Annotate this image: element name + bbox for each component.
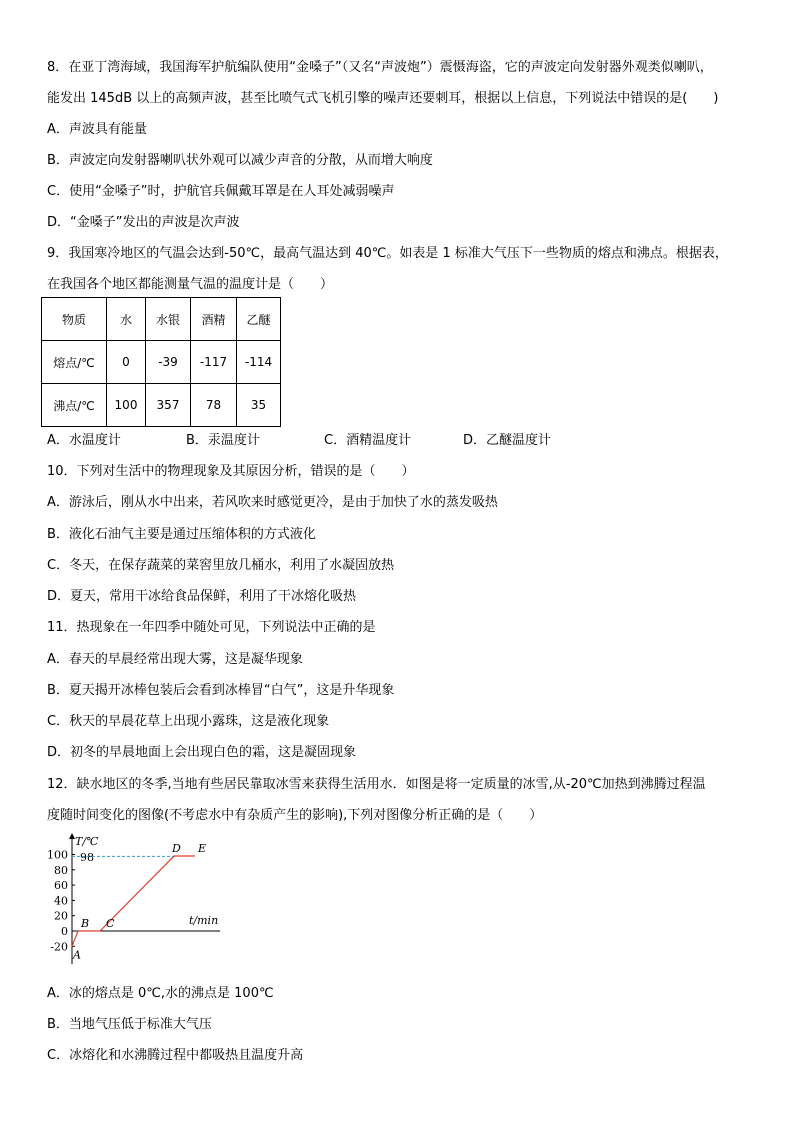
table-cell: 水银 [146, 298, 191, 341]
q9-stem-line1: 9．我国寒冷地区的气温会达到-50℃，最高气温达到 40℃。如表是 1 标准大气压下一些物质的熔点和沸点。根据表， [47, 246, 728, 261]
q10-option-d: D．夏天，常用干冰给食品保鲜，利用了干冰熔化吸热 [47, 589, 357, 604]
x-axis-label: t/min [189, 914, 219, 927]
q12-stem-line1: 12．缺水地区的冬季,当地有些居民靠取冰雪来获得生活用水．如图是将一定质量的冰雪,从-20℃加热到沸腾过程温 [47, 777, 706, 792]
table-cell: 357 [146, 384, 191, 427]
q10-option-a: A．游泳后，刚从水中出来，若风吹来时感觉更冷，是由于加快了水的蒸发吸热 [47, 495, 498, 510]
q11-option-d: D．初冬的早晨地面上会出现白色的霜，这是凝固现象 [47, 745, 357, 760]
table-cell: 0 [107, 341, 146, 384]
y-tick-label: -20 [50, 940, 68, 954]
y-tick-group [47, 849, 75, 954]
q8-option-a: A．声波具有能量 [47, 122, 147, 137]
point-label-e: E [198, 842, 207, 856]
q10-option-b: B．液化石油气主要是通过压缩体积的方式液化 [47, 527, 316, 542]
y-tick-label: 100 [47, 848, 68, 862]
q11-option-c: C．秋天的早晨花草上出现小露珠，这是液化现象 [47, 714, 330, 729]
q8-option-d: D．“金嗓子”发出的声波是次声波 [47, 215, 240, 230]
q12-stem-line2: 度随时间变化的图像(不考虑水中有杂质产生的影响),下列对图像分析正确的是（ ） [47, 808, 543, 823]
q9-option-d: D．乙醚温度计 [463, 433, 552, 448]
y-tick-label: 80 [54, 863, 68, 877]
table-cell: -114 [237, 341, 281, 384]
q8-option-b: B．声波定向发射器喇叭状外观可以减少声音的分散，从而增大响度 [47, 153, 433, 168]
q8-option-c: C．使用“金嗓子”时，护航官兵佩戴耳罩是在人耳处减弱噪声 [47, 184, 395, 199]
temperature-time-graph [40, 830, 220, 970]
q9-options [47, 432, 551, 449]
q11-option-b: B．夏天揭开冰棒包装后会看到冰棒冒“白气”，这是升华现象 [47, 683, 395, 698]
table-cell: 水 [107, 298, 146, 341]
q10-stem: 10．下列对生活中的物理现象及其原因分析，错误的是（ ） [47, 464, 415, 479]
y-tick-label: 60 [54, 879, 68, 893]
table-cell: 78 [191, 384, 237, 427]
dash-label-98: 98 [80, 851, 94, 864]
y-tick-label: 0 [61, 925, 68, 938]
table-cell: 熔点/℃ [42, 341, 107, 384]
table-cell: -117 [191, 341, 237, 384]
table-row [42, 384, 281, 427]
q11-stem: 11．热现象在一年四季中随处可见，下列说法中正确的是 [47, 620, 376, 635]
q9-option-c: C．酒精温度计 [324, 433, 412, 448]
q10-option-c: C．冬天，在保存蔬菜的菜窖里放几桶水，利用了水凝固放热 [47, 558, 395, 573]
q12-option-c: C．冰熔化和水沸腾过程中都吸热且温度升高 [47, 1048, 304, 1063]
q8-stem-line2: 能发出 145dB 以上的高频声波，甚至比喷气式飞机引擎的噪声还要刺耳，根据以上信息，下列说法中错误的是( ) [47, 91, 719, 106]
table-cell: 100 [107, 384, 146, 427]
q11-option-a: A．春天的早晨经常出现大雾，这是凝华现象 [47, 652, 303, 667]
point-label-a: A [73, 948, 81, 962]
melting-boiling-table [41, 297, 281, 427]
table-cell: -39 [146, 341, 191, 384]
q9-option-a: A．水温度计 [47, 433, 121, 448]
q12-option-a: A．冰的熔点是 0℃,水的沸点是 100℃ [47, 986, 274, 1001]
y-tick-label: 40 [54, 894, 68, 908]
point-label-c: C [106, 917, 115, 930]
q12-option-b: B．当地气压低于标准大气压 [47, 1017, 212, 1032]
q9-stem-line2: 在我国各个地区都能测量气温的温度计是（ ） [47, 277, 334, 292]
heating-curve [72, 856, 195, 946]
table-cell: 物质 [42, 298, 107, 341]
point-label-b: B [81, 917, 90, 930]
table-cell: 乙醚 [237, 298, 281, 341]
q9-option-b: B．汞温度计 [186, 433, 260, 448]
y-tick-label: 20 [54, 909, 68, 923]
table-cell: 35 [237, 384, 281, 427]
table-cell: 沸点/℃ [42, 384, 107, 427]
y-axis-label: T/℃ [75, 835, 99, 848]
table-row [42, 341, 281, 384]
table-cell: 酒精 [191, 298, 237, 341]
q8-stem-line1: 8．在亚丁湾海域，我国海军护航编队使用“金嗓子”（又名“声波炮”）震慑海盗，它的声波定向发射器外观类似喇叭， [47, 60, 713, 75]
table-header-row [42, 298, 281, 341]
point-label-d: D [172, 842, 181, 856]
